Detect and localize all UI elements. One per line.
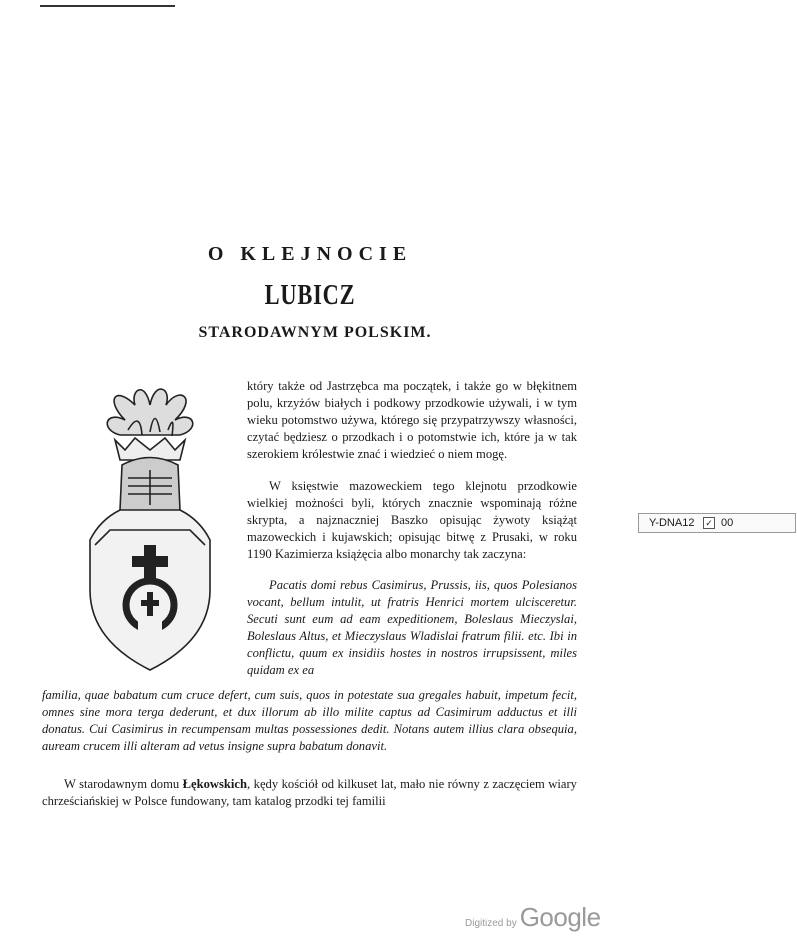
ydna-checkbox[interactable]: ✓ (703, 517, 715, 529)
p4-text-after: , kędy kościół od kilkuset lat, mało nie równy z zaczęciem wiary chrześciańskiej w Polsce fundowany, tam katalog przodki tej familii (42, 777, 577, 808)
heading-line-1: O KLEJNOCIE (207, 243, 413, 265)
coat-of-arms-image (80, 380, 220, 672)
heading-lubicz: LUBICZ (264, 280, 356, 311)
ydna-value[interactable]: 00 (721, 517, 734, 529)
latin-quote-column: Pacatis domi rebus Casimirus, Prussis, iis, quos Polesianos vocant, bellum intulit, ut fratris Henrici mortem ulcisceretur. Secuti sunt eum ad eam expeditionem, Boleslaus Mieczyslai, Boleslaus Altus, et Mieczyslaus Wladislai fratrum filii. etc. Ibi in conflictu, quum ex insidiis hostes in nostros irrupsissent, miles quidam ex ea (247, 578, 577, 677)
digitized-by-text: Digitized by (465, 918, 517, 929)
p4-text-before: W starodawnym domu (64, 777, 183, 791)
paragraph-mazowsze: W księstwie mazoweckiem tego klejnotu przodkowie wielkiej możności byli, których znacznie wspominają różne skrypta, a najznaczniej Baszko opisując żywoty książąt mazoweckich i kujawskich; opisując bitwę z Prusaki, w roku 1190 Kazimierza książęcia albo monarchy tak zaczyna: (247, 479, 577, 561)
ydna-label: Y-DNA12 (649, 517, 695, 529)
heading-line-3: STARODAWNYM POLSKIM. (198, 324, 432, 341)
ydna-widget[interactable] (638, 513, 796, 533)
top-rule (40, 5, 175, 7)
family-name: Łękowskich (182, 777, 248, 791)
latin-quote-full: familia, quae babatum cum cruce defert, cum suis, quos in potestate sua gregales habuit, impetum fecit, omnes sine mora terga dederunt, et dux illorum ab illo milite captus ad Casimirum adductus et illi donatus. Cui Casimirus in recumpensam multas possessiones dedit. Notans autem illius clara obsequia, auream crucem illi alteram ad vetus insigne supra babatum donavit. (42, 688, 577, 753)
google-logo: Google (519, 902, 601, 932)
google-watermark (465, 902, 601, 933)
paragraph-intro: który także od Jastrzębca ma początek, i także go w błękitnem polu, krzyżów białych i podkowy przodkowie używali, i w tym wieku potomstwo używa, którego się przypatrzywszy własności, czytać będziesz o przodkach i o potomstwie ich, które ja w tak szerokiem królestwie znać i wiedzieć o niem mogę. (247, 379, 577, 461)
paragraph-lekowscy (42, 776, 577, 810)
